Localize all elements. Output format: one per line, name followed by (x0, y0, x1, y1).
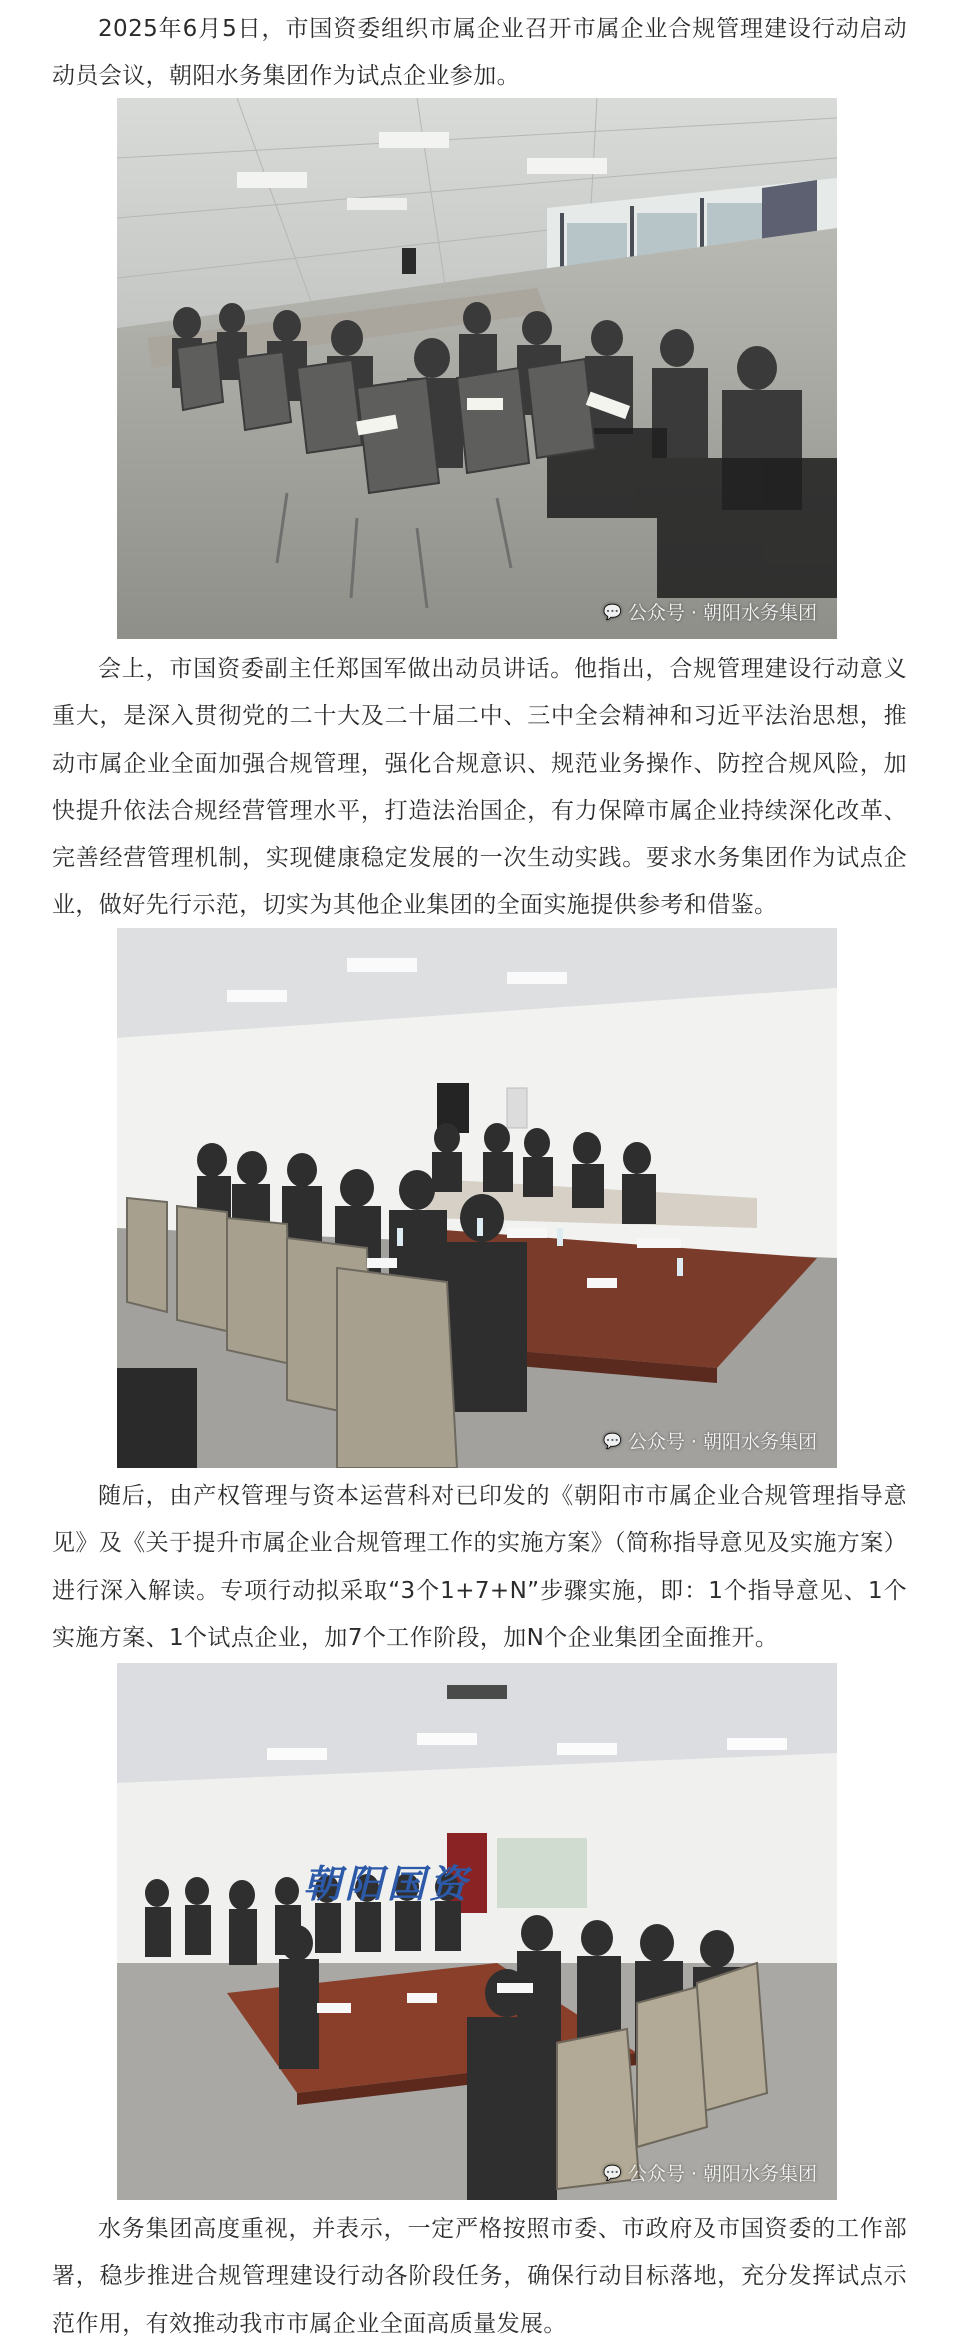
meeting-photo-3 (117, 1663, 837, 2200)
wechat-icon: 💬 (603, 1431, 622, 1450)
watermark (603, 1427, 817, 1454)
article-paragraph: 会上，市国资委副主任郑国军做出动员讲话。他指出，合规管理建设行动意义重大，是深入贯彻党的二十大及二十届二中、三中全会精神和习近平法治思想，推动市属企业全面加强合规管理，强化合规意识、规范业务操作、防控合规风险，加快提升依法合规经营管理水平，打造法治国企，有力保障市属企业持续深化改革、完善经营管理机制，实现健康稳定发展的一次生动实践。要求水务集团作为试点企业，做好先行示范，切实为其他企业集团的全面实施提供参考和借鉴。 (52, 656, 907, 919)
watermark-text: 公众号 · 朝阳水务集团 (627, 602, 817, 624)
wechat-icon: 💬 (603, 2163, 622, 2182)
article-paragraph: 2025年6月5日，市国资委组织市属企业召开市属企业合规管理建设行动启动动员会议，朝阳水务集团作为试点企业参加。 (52, 16, 907, 90)
article-paragraph: 随后，由产权管理与资本运营科对已印发的《朝阳市市属企业合规管理指导意见》及《关于提升市属企业合规管理工作的实施方案》（简称指导意见及实施方案）进行深入解读。专项行动拟采取“3个1+7+N”步骤实施，即：1个指导意见、1个实施方案、1个试点企业，加7个工作阶段，加N个企业集团全面推开。 (52, 1483, 907, 1651)
watermark (603, 2159, 817, 2186)
watermark-text: 公众号 · 朝阳水务集团 (627, 2163, 817, 2185)
watermark-text: 公众号 · 朝阳水务集团 (627, 1431, 817, 1453)
wall-sign: 朝阳国资 (303, 1861, 472, 1906)
meeting-photo-2 (117, 928, 837, 1468)
meeting-photo-1 (117, 98, 837, 639)
watermark (603, 598, 817, 625)
article-paragraph: 水务集团高度重视，并表示，一定严格按照市委、市政府及市国资委的工作部署，稳步推进合规管理建设行动各阶段任务，确保行动目标落地，充分发挥试点示范作用，有效推动我市市属企业全面高质量发展。 (52, 2216, 907, 2337)
wechat-icon: 💬 (603, 602, 622, 621)
